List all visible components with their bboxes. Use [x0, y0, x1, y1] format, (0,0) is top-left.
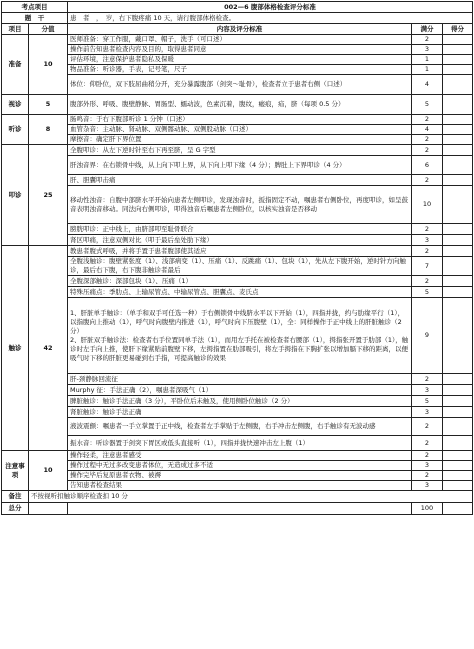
col-got-header: 得分	[443, 24, 473, 35]
table-row	[2, 461, 473, 471]
full-score: 2	[412, 224, 443, 235]
criterion-text: 液波震颤：嘱患者一手立掌置于正中线，检查者左手掌贴于左侧腹，右手冲击左侧腹，右手触诊有无波动感	[68, 418, 412, 436]
section-score: 5	[29, 95, 68, 115]
total-score-empty	[29, 503, 68, 515]
full-score: 3	[412, 461, 443, 471]
full-score: 2	[412, 436, 443, 451]
table-row	[2, 35, 473, 45]
title-row	[2, 2, 473, 13]
full-score: 3	[412, 385, 443, 396]
criterion-text: 全腹深部触诊：深部包块（1）、压痛（1）	[68, 276, 412, 287]
obtained-score-cell	[443, 224, 473, 235]
total-content-empty	[68, 503, 412, 515]
criterion-text: 腹部外形、呼吸、腹壁静脉、胃肠型、蠕动波，色素沉着，腹纹，瘢痕，疝，脐（每项 0.5 分）	[68, 95, 412, 115]
table-row	[2, 276, 473, 287]
section-name: 触诊	[2, 246, 29, 451]
question-label: 题 干	[2, 13, 68, 24]
criterion-text: 移动性浊音：自腹中部脐水平开始向患者左侧叩诊，发现浊音时，扳指固定不动，嘱患者右侧卧位，再度叩诊，如呈鼓音表明浊音移动。同法向右侧叩诊，叩得浊音后嘱患者左侧卧位，以核实浊音是否移动	[68, 186, 412, 224]
criterion-text: 摩擦音：确定肝下界位置	[68, 135, 412, 145]
table-row	[2, 145, 473, 156]
criterion-text: 告知患者检查结果	[68, 481, 412, 491]
total-label: 总分	[2, 503, 29, 515]
table-row	[2, 55, 473, 65]
table-row	[2, 471, 473, 481]
criterion-text: 膀胱叩诊：正中线上，由脐部叩至耻骨联合	[68, 224, 412, 235]
criterion-text: 脾脏触诊：触诊手法正确（3 分），平卧位后未触及，使用侧卧位触诊（2 分）	[68, 396, 412, 407]
table-row	[2, 224, 473, 235]
criterion-text: 肾区叩痛，注意双侧对比（叩于最后垒处肋下缘）	[68, 235, 412, 246]
criterion-text: 操作前告知患者检查内容及目的，取得患者同意	[68, 45, 412, 55]
total-got-empty	[443, 503, 473, 515]
table-row	[2, 257, 473, 276]
obtained-score-cell	[443, 287, 473, 298]
col-full-header: 满分	[412, 24, 443, 35]
section-name: 听诊	[2, 115, 29, 145]
full-score: 4	[412, 125, 443, 135]
full-score: 2	[412, 471, 443, 481]
criterion-text: 肝、胆囊叩击痛	[68, 175, 412, 186]
section-score: 42	[29, 246, 68, 451]
full-score: 3	[412, 407, 443, 418]
criterion-text: 评估环境，注意保护患者隐私及保暖	[68, 55, 412, 65]
section-name: 注意事项	[2, 451, 29, 491]
full-score: 2	[412, 276, 443, 287]
table-footer	[2, 491, 473, 515]
table-row	[2, 246, 473, 257]
question-text: 患 者 ， 岁，右下腹疼痛 10 天，请行腹部体格检查。	[68, 13, 473, 24]
table-row	[2, 45, 473, 55]
criterion-text: 操作轻柔，注意患者感受	[68, 451, 412, 461]
full-score: 4	[412, 75, 443, 95]
full-score: 2	[412, 115, 443, 125]
remark-row	[2, 491, 473, 503]
obtained-score-cell	[443, 95, 473, 115]
obtained-score-cell	[443, 385, 473, 396]
obtained-score-cell	[443, 298, 473, 374]
obtained-score-cell	[443, 461, 473, 471]
col-score-header: 分值	[29, 24, 68, 35]
full-score: 1	[412, 55, 443, 65]
criterion-text: 肠鸣音：于右下腹部听诊 1 分钟（口述）	[68, 115, 412, 125]
total-row	[2, 503, 473, 515]
full-score: 2	[412, 145, 443, 156]
page-title: 002—6 腹部体格检查评分标准	[68, 2, 473, 13]
criterion-text: 全腹叩诊：从左下逆时针至右下再至脐，呈 G 字型	[68, 145, 412, 156]
obtained-score-cell	[443, 55, 473, 65]
full-score: 10	[412, 186, 443, 224]
table-row	[2, 298, 473, 374]
total-value: 100	[412, 503, 443, 515]
obtained-score-cell	[443, 436, 473, 451]
full-score: 2	[412, 418, 443, 436]
obtained-score-cell	[443, 135, 473, 145]
table-row	[2, 396, 473, 407]
table-row	[2, 125, 473, 135]
obtained-score-cell	[443, 125, 473, 135]
full-score: 6	[412, 156, 443, 175]
section-name: 准备	[2, 35, 29, 95]
section-score: 8	[29, 115, 68, 145]
criterion-text: 特殊压痛点：季肋点、上输尿管点、中输尿管点、胆囊点、麦氏点	[68, 287, 412, 298]
section-score: 10	[29, 451, 68, 491]
criterion-text: 血管杂音：主动脉、肾动脉、双侧髂动脉、双侧股动脉（口述）	[68, 125, 412, 135]
criterion-text: 肝浊音界：在右锁骨中线，从上向下叩上界，从下向上叩下缘（4 分）；脾肚上下界叩诊（4 分）	[68, 156, 412, 175]
table-row	[2, 436, 473, 451]
obtained-score-cell	[443, 115, 473, 125]
obtained-score-cell	[443, 75, 473, 95]
section-score: 10	[29, 35, 68, 95]
section-name: 视诊	[2, 95, 29, 115]
full-score: 1	[412, 65, 443, 75]
full-score: 5	[412, 287, 443, 298]
table-row	[2, 287, 473, 298]
full-score: 5	[412, 95, 443, 115]
criterion-text: 全腹浅触诊：腹壁紧张度（1）、浅部病变（1）、压痛（1）、反跳痛（1）、包块（1），先从左下腹开始，逆时针方向触诊，最后右下腹，右下腹非触诊者最后	[68, 257, 412, 276]
obtained-score-cell	[443, 235, 473, 246]
table-row	[2, 135, 473, 145]
obtained-score-cell	[443, 45, 473, 55]
full-score: 2	[412, 135, 443, 145]
full-score: 3	[412, 481, 443, 491]
table-body	[2, 2, 473, 491]
table-row	[2, 418, 473, 436]
col-item-header: 项目	[2, 24, 29, 35]
criterion-text: 1、肝脏单手触诊：（单手和双手可任选一种）于右侧锁骨中线脐水平以下开始（1），四指并拢，约与肋缘平行（1），以指腹向上推动（1），呼气时向腹壁内推进（1），呼气时向下压腹壁（1），全：同样操作于正中线上的肝脏触诊（2分） 2、肝脏双手触诊法：检查者右手位置同单手法（1），而用左手托在被检查者右腰部（1），拇指张开置于肋部（1），触诊时左手向上推，使肝下缘紧贴前腹壁下移，左拇指置在肋部吸引，将左手拇指在下胸扩张以增加膈下移的距离，以便吸气时下移的肝脏更易碰到右手指，可提高触诊的效果	[68, 298, 412, 374]
project-label: 考点项目	[2, 2, 68, 13]
column-header-row	[2, 24, 473, 35]
table-row	[2, 385, 473, 396]
criterion-text: 体位：仰卧位，双下肢屈曲稍分开，充分暴露腹部（剑突～耻骨），检查者立于患者右侧（口述）	[68, 75, 412, 95]
table-row	[2, 407, 473, 418]
table-row	[2, 481, 473, 491]
full-score: 2	[412, 451, 443, 461]
table-row	[2, 235, 473, 246]
criterion-text: 操作完毕后复原患者衣物、被褥	[68, 471, 412, 481]
obtained-score-cell	[443, 471, 473, 481]
obtained-score-cell	[443, 145, 473, 156]
criterion-text: 肝-颈静脉回流征	[68, 374, 412, 385]
full-score: 2	[412, 374, 443, 385]
scoring-table	[1, 1, 473, 515]
criterion-text: 操作过程中无过多改变患者体位，无造成过多不适	[68, 461, 412, 471]
section-score: 25	[29, 145, 68, 246]
obtained-score-cell	[443, 481, 473, 491]
table-row	[2, 175, 473, 186]
full-score: 2	[412, 175, 443, 186]
criterion-text: 医师准备：穿工作服，戴口罩、帽子，洗手（可口述）	[68, 35, 412, 45]
full-score: 3	[412, 45, 443, 55]
criterion-text: 教患者腹式呼吸，并将手置于患者腹部使其适应	[68, 246, 412, 257]
obtained-score-cell	[443, 374, 473, 385]
obtained-score-cell	[443, 186, 473, 224]
table-row	[2, 115, 473, 125]
obtained-score-cell	[443, 35, 473, 45]
table-row	[2, 156, 473, 175]
criterion-text: 振水音：听诊器置于剑突下胃区或低头直接听（1），四指并拢快速冲击左上腹（1）	[68, 436, 412, 451]
obtained-score-cell	[443, 276, 473, 287]
obtained-score-cell	[443, 451, 473, 461]
table-row	[2, 75, 473, 95]
obtained-score-cell	[443, 175, 473, 186]
table-row	[2, 186, 473, 224]
obtained-score-cell	[443, 257, 473, 276]
full-score: 5	[412, 396, 443, 407]
remark-label: 备注	[2, 491, 29, 503]
col-content-header: 内容及评分标准	[68, 24, 412, 35]
obtained-score-cell	[443, 418, 473, 436]
remark-text: 不按视听扣触诊顺序检查扣 10 分	[29, 491, 473, 503]
table-row	[2, 451, 473, 461]
full-score: 7	[412, 257, 443, 276]
question-row	[2, 13, 473, 24]
criterion-text: 物品准备：听诊器，手表，记号笔，尺子	[68, 65, 412, 75]
obtained-score-cell	[443, 246, 473, 257]
table-row	[2, 95, 473, 115]
obtained-score-cell	[443, 407, 473, 418]
criterion-text: 肾脏触诊：触诊手法正确	[68, 407, 412, 418]
table-row	[2, 374, 473, 385]
obtained-score-cell	[443, 65, 473, 75]
full-score: 2	[412, 35, 443, 45]
full-score: 2	[412, 246, 443, 257]
criterion-text: Murphy 征：手法正确（2），嘱患者深吸气（1）	[68, 385, 412, 396]
obtained-score-cell	[443, 156, 473, 175]
full-score: 9	[412, 298, 443, 374]
table-row	[2, 65, 473, 75]
obtained-score-cell	[443, 396, 473, 407]
section-name: 叩诊	[2, 145, 29, 246]
full-score: 3	[412, 235, 443, 246]
